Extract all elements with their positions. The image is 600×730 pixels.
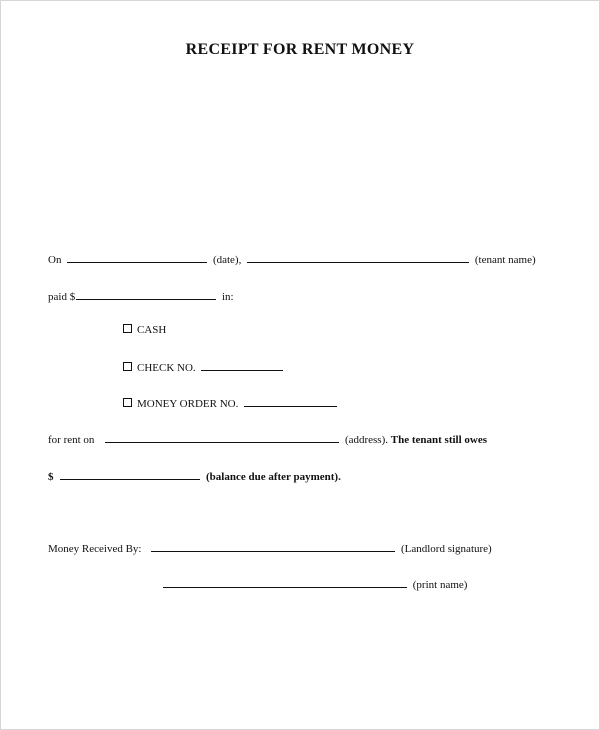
tenant-name-label: (tenant name) [474, 254, 536, 266]
balance-field[interactable] [60, 469, 200, 480]
landlord-signature-field[interactable] [151, 541, 395, 552]
money-order-number-field[interactable] [244, 396, 337, 407]
date-tenant-line [48, 252, 536, 267]
print-name-label: (print name) [412, 579, 468, 591]
date-label: (date), [212, 254, 242, 266]
in-label: in: [221, 291, 234, 303]
option-check [123, 360, 286, 375]
print-name-line [163, 577, 467, 592]
check-label: CHECK NO. [137, 362, 196, 374]
tenant-name-field[interactable] [247, 252, 469, 263]
dollar-label: $ [48, 471, 54, 483]
address-field[interactable] [105, 432, 339, 443]
address-line [48, 432, 487, 447]
paid-amount-field[interactable] [76, 289, 216, 300]
paid-line [48, 289, 234, 304]
for-rent-label: for rent on [48, 434, 95, 446]
on-label: On [48, 254, 62, 266]
page-title: RECEIPT FOR RENT MONEY [185, 41, 415, 58]
landlord-signature-label: (Landlord signature) [400, 543, 492, 555]
option-money-order [123, 396, 340, 411]
check-checkbox[interactable] [123, 362, 132, 371]
paid-label: paid $ [48, 291, 76, 303]
balance-line [48, 469, 341, 484]
check-number-field[interactable] [201, 360, 283, 371]
cash-checkbox[interactable] [123, 324, 132, 333]
cash-label: CASH [137, 324, 167, 336]
date-field[interactable] [67, 252, 207, 263]
balance-label: (balance due after payment). [206, 471, 341, 483]
signature-line [48, 541, 492, 556]
money-order-label: MONEY ORDER NO. [137, 398, 239, 410]
still-owes-label: The tenant still owes [390, 434, 488, 446]
money-order-checkbox[interactable] [123, 398, 132, 407]
received-by-label: Money Received By: [48, 543, 142, 555]
option-cash [123, 323, 166, 337]
address-label: (address). [344, 434, 389, 446]
print-name-field[interactable] [163, 577, 407, 588]
